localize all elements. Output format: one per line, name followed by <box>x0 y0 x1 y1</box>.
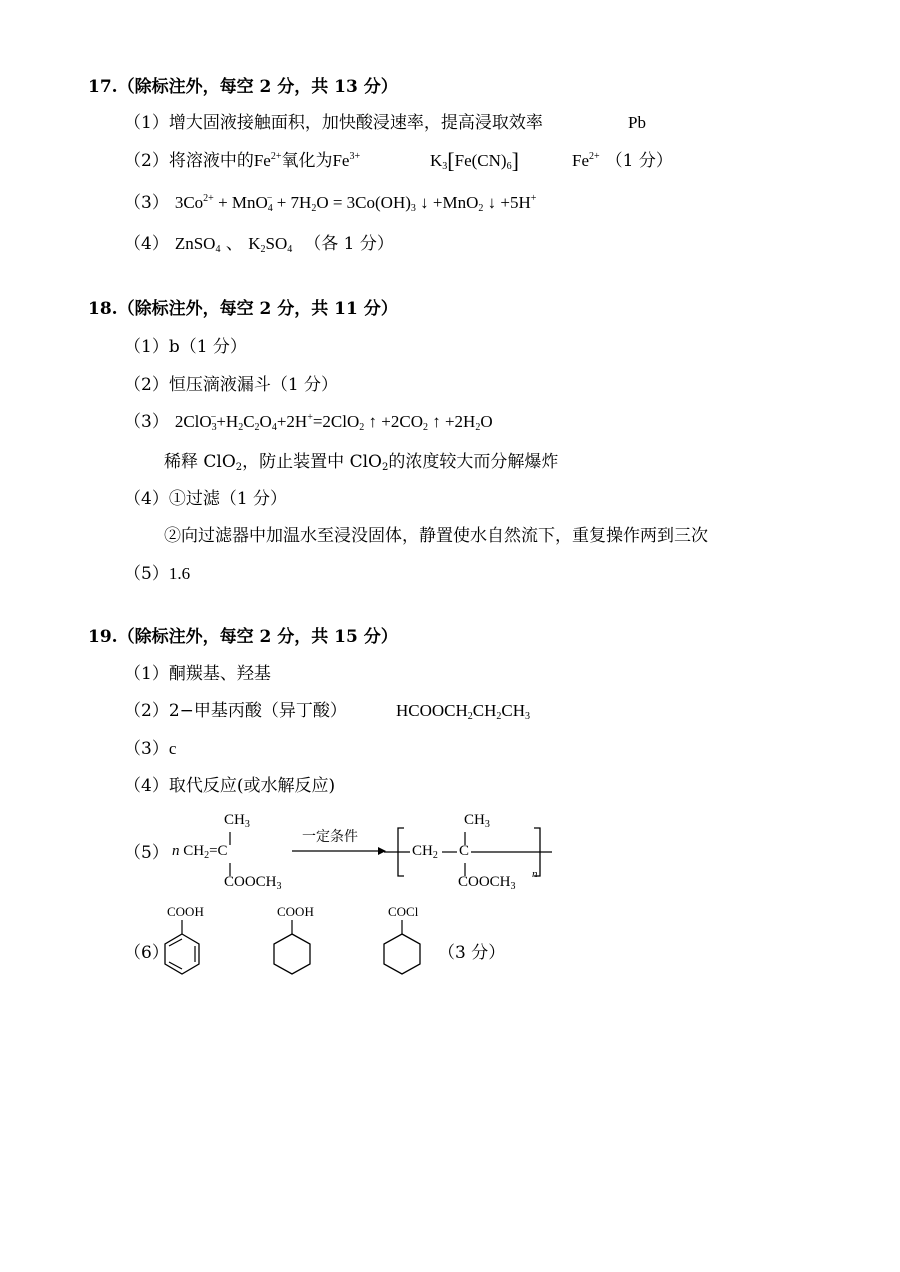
part-number: （1） <box>124 113 169 133</box>
monomer-main: n $CH_2=C$ <box>172 843 228 861</box>
q18-part4-step2: ②向过滤器中加温水至浸没固体，静置使水自然流下，重复操作两到三次 <box>164 526 708 546</box>
part-number: （4） <box>124 234 169 254</box>
score-note: （1 分） <box>605 151 673 171</box>
q18-header: 18.（除标注外，每空 2 分，共 11 分） <box>88 299 398 319</box>
polymer-c: C <box>459 843 470 859</box>
reaction-arrow-head <box>378 847 386 855</box>
q18-part5 <box>124 563 190 585</box>
q17-part2-ion <box>572 150 673 172</box>
equation: $3Co^{2+} + MnO_4^- + 7H_2O = 3Co(OH)_3$ ↓ +MnO$_2$ ↓ +5H+ <box>174 193 537 214</box>
cyclohexane-ring <box>384 934 420 974</box>
q19-part1 <box>124 663 271 685</box>
ion-fe2b: $Fe^{2+}$ <box>572 151 600 170</box>
part-number: （4） <box>124 489 169 509</box>
monomer-cooch3: $COOCH_3$ <box>224 874 282 892</box>
q17-part1-answer: Pb <box>628 113 646 132</box>
part-number: （4） <box>124 776 169 796</box>
q19-part2 <box>124 700 347 722</box>
score-note: （3 分） <box>438 943 506 963</box>
answer-text: 酮羰基、羟基 <box>168 664 271 684</box>
answer-text: 将溶液中的 <box>168 151 254 171</box>
q19-part6-number: （6） <box>124 943 169 963</box>
q17-part2 <box>124 150 360 172</box>
q17-part1 <box>124 112 543 134</box>
answer-text: 1.6 <box>168 564 191 583</box>
q17-header: 17.（除标注外，每空 2 分，共 13 分） <box>88 77 398 97</box>
part-number: （2） <box>124 151 169 171</box>
part-number: （1） <box>124 664 169 684</box>
benzene-ring <box>165 934 199 974</box>
formula-znso4: ZnSO$_4$ <box>174 234 221 255</box>
aromatic-bond <box>169 962 182 969</box>
part-number: （5） <box>124 564 169 584</box>
answer-text: ①过滤（1 分） <box>168 489 288 509</box>
equation: $2ClO_3^-+H_2C_2O_4+2H^+=2ClO_2$ ↑ $+2CO_2$ ↑ $+2H_2O$ <box>174 412 493 433</box>
answer-text: 取代反应(或水解反应) <box>168 776 336 796</box>
answer-text: 恒压滴液漏斗（1 分） <box>168 375 339 395</box>
part-number: （2） <box>124 701 169 721</box>
group-cooh-1: COOH <box>167 904 204 919</box>
part-number: （3） <box>124 412 169 432</box>
q18-part2 <box>124 374 338 396</box>
group-cocl: COCl <box>388 904 419 919</box>
answer-text: 2−甲基丙酸（异丁酸） <box>168 701 347 721</box>
answer-text: b（1 分） <box>168 337 247 357</box>
ion-fe2: $Fe^{2+}$ <box>253 151 282 170</box>
polymer-n: n <box>532 868 538 880</box>
q18-part3 <box>124 411 493 433</box>
q19-header: 19.（除标注外，每空 2 分，共 15 分） <box>88 627 398 647</box>
q17-part4: （4） ZnSO$_4$ 、 $K_2SO_4$ （各 1 分） <box>124 234 394 255</box>
q18-part4 <box>124 488 287 510</box>
polymer-bracket-left <box>398 828 404 876</box>
q19-part5-number: （5） <box>124 843 169 863</box>
monomer-ch3: $CH_3$ <box>224 812 250 830</box>
part-number: （2） <box>124 375 169 395</box>
score-note: （各 1 分） <box>304 234 394 254</box>
formula-k2so4: $K_2SO_4$ <box>248 234 293 255</box>
part-number: （3） <box>124 739 169 759</box>
formula-propyl-formate: $HCOOCH_2CH_2CH_3$ <box>396 701 531 722</box>
aromatic-bond <box>169 939 182 946</box>
q19-part3 <box>124 738 176 760</box>
answer-text: 增大固液接触面积，加快酸浸速率，提高浸取效率 <box>168 113 543 133</box>
answer-text: c <box>168 739 177 758</box>
answer-text: 氧化为 <box>281 151 333 171</box>
polymer-cooch3: $COOCH_3$ <box>458 874 516 892</box>
cyclohexane-ring <box>274 934 310 974</box>
part-number: （3） <box>124 193 169 213</box>
group-cooh-2: COOH <box>277 904 314 919</box>
q19-part4 <box>124 775 335 797</box>
part-number: （1） <box>124 337 169 357</box>
polymer-ch3: $CH_3$ <box>464 812 490 830</box>
q18-part3-explanation: 稀释 ClO$_2$，防止装置中 ClO$_2$的浓度较大而分解爆炸 <box>164 452 559 473</box>
polymer-ch2: $CH_2$ <box>412 843 438 861</box>
q18-part1 <box>124 336 247 358</box>
reagent-ferricyanide: $K_3[Fe(CN)_6]$ <box>430 148 519 173</box>
reaction-condition: 一定条件 <box>302 829 358 845</box>
ion-fe3: $Fe^{3+}$ <box>332 151 361 170</box>
q17-part3 <box>124 192 536 214</box>
